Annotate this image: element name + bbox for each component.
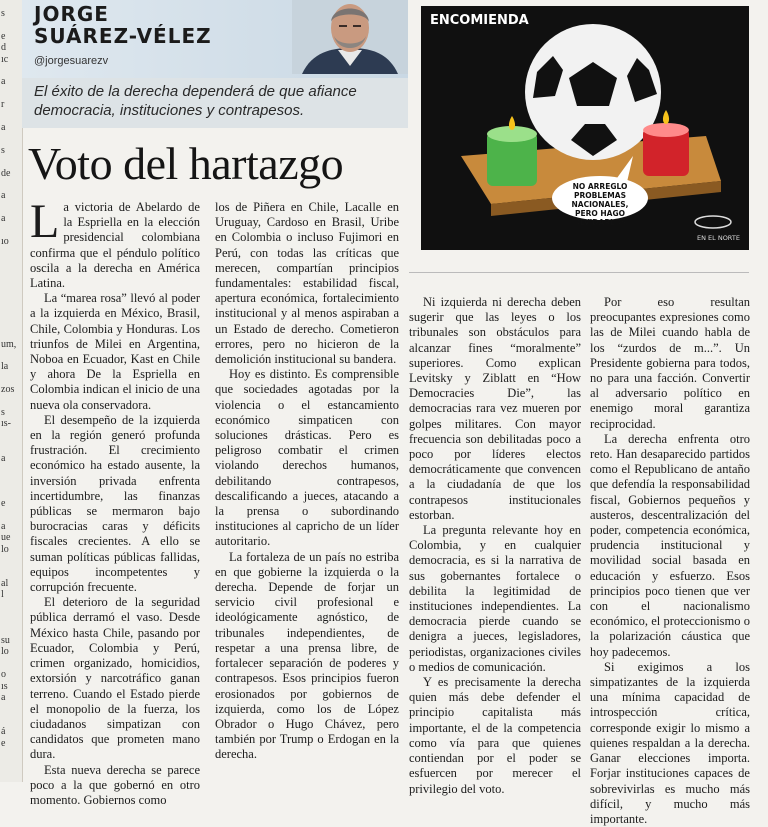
gutter-text-fragment: r (1, 99, 5, 111)
section-divider (409, 272, 749, 273)
article-column-3 (409, 295, 581, 797)
article-paragraph: La pregunta relevante hoy en Colombia, y en cualquier democracia, es si la narrativa de sus gobernantes fortalece o debilita la legitimidad de instituciones independientes. La democracia pierde cuando se denigra a jueces, legisladores, periodistas, organizaciones civiles o medios de comunicación. (409, 523, 581, 674)
gutter-text-fragment: a (1, 122, 6, 133)
gutter-text-fragment: a (1, 76, 6, 88)
article-paragraph: El desempeño de la izquierda en la región generó profunda frustración. El crecimiento económico ha estado ausente, la inversión privada enfrenta incertidumbre, las finanzas públicas se mermaron bajo burocracias caras y déficits fiscales crecientes. A ello se suman políticas públicas fallidas, equipos incompetentes y corrupción frecuente. (30, 412, 200, 595)
cartoon-speech-bubble: NO ARREGLO PROBLEMAS NACIONALES, PERO HAGO OLVIDARLOS (571, 182, 629, 227)
gutter-text-fragment: á (1, 726, 6, 738)
article-paragraph: Esta nueva derecha se parece poco a la que gobernó en otro momento. Gobiernos como (30, 762, 200, 807)
article-headline: Voto del hartazgo (28, 138, 344, 189)
gutter-text-fragment: s (1, 8, 5, 19)
gutter-text-fragment: e (1, 737, 6, 749)
gutter-text-fragment: e (1, 498, 6, 510)
article-paragraph: Y es precisamente la derecha quien más debe defender el principio capitalista más importante, el de la competencia como vía para que quienes contiendan por el poder se esfuercen por merecer el privilegio del voto. (409, 675, 581, 796)
gutter-text-fragment: o (1, 669, 6, 681)
gutter-text-fragment: lo (1, 543, 9, 555)
article-column-1 (30, 195, 200, 808)
article-paragraph: Hoy es distinto. Es comprensible que sociedades agotadas por la violencia o el estancamiento económico simpaticen con soluciones drásticas. Pero es peligroso combatir el crimen violando derechos humanos, debilitando contrapesos, descalificando a jueces, atacando a la prensa o subordinando instituciones al capricho de un líder autoritario. (215, 367, 399, 549)
article-paragraph: La fortaleza de un país no estriba en que gobierne la izquierda o la derecha. Depende de forjar un servicio civil profesional e ideológicamente agnóstico, de tribunales independientes, de respetar a una prensa libre, de fortalecer separación de poderes y contrapesos. Esos principios fueron erosionados por gobiernos de izquierda, como los de López Obrador o Hugo Chávez, pero también por Trump o Erdogan en la derecha. (215, 549, 399, 762)
adjacent-column-fragment (0, 0, 23, 782)
gutter-text-fragment: ıs- (1, 418, 11, 430)
gutter-text-fragment: a (1, 213, 6, 225)
gutter-text-fragment: de (1, 167, 11, 179)
author-name: JORGE SUÁREZ-VÉLEZ (34, 2, 212, 48)
article-paragraph: La derecha enfrenta otro reto. Han desaparecido partidos como el Republicano de antaño que defendía la responsabilidad fiscal, Gobiernos pequeños y austeros, descentralización del poder, competencia económica, prudencia institucional y movilidad social basada en educación y esfuerzo. Esos principios poco tienen que ver con el nacionalismo económico, el proteccionismo o la polarización cáustica que hoy padecemos. (590, 431, 750, 659)
gutter-text-fragment: a (1, 452, 6, 464)
gutter-text-fragment: s (1, 407, 5, 418)
article-column-4 (590, 295, 750, 827)
gutter-text-fragment: ıs (1, 680, 8, 692)
article-paragraph: Si exigimos a los simpatizantes de la izquierda una mínima capacidad de introspección crítica, corresponde exigir lo mismo a quienes respaldan a la derecha. Ganar elecciones importa. Forjar instituciones capaces de sobrevivirlas es mucho más difícil, y mucho más importante. (590, 659, 750, 826)
gutter-text-fragment: su (1, 635, 10, 646)
author-header (22, 0, 408, 78)
gutter-text-fragment: ue (1, 532, 11, 544)
gutter-text-fragment: s (1, 144, 5, 156)
cartoon-credit: EN EL NORTE (697, 234, 740, 242)
editorial-cartoon (421, 6, 749, 250)
article-column-2 (215, 200, 399, 763)
gutter-text-fragment: a (1, 521, 6, 532)
pull-quote: El éxito de la derecha dependerá de que afiance democracia, instituciones y contrapesos. (22, 78, 408, 128)
gutter-text-fragment: a (1, 190, 6, 202)
gutter-text-fragment: al (1, 578, 9, 589)
gutter-text-fragment: ıc (1, 53, 9, 65)
author-handle: @jorgesuarezv (34, 55, 109, 67)
gutter-text-fragment: um, (1, 338, 17, 350)
article-paragraph: los de Piñera en Chile, Lacalle en Uruguay, Cardoso en Brasil, Uribe en Colombia o incluso Fujimori en Perú, con todas las críticas que merecen, compartían principios fundamentales: estabilidad fiscal, apertura económica, fortalecimiento institucional y al menos aspiraban a un Estado de derecho. Cometieron errores, pero no hicieron de la demolición institucional su bandera. (215, 200, 399, 367)
gutter-text-fragment: la (1, 361, 9, 373)
gutter-text-fragment: a (1, 692, 6, 703)
article-paragraph: Ni izquierda ni derecha deben sugerir que las leyes o los tribunales son obstáculos para alcanzar fines “moralmente” superiores. Como explican Levitsky y Ziblatt en “How Democracies Die”, las democracias rara vez mueren por golpes militares. Con mayor frecuencia son debilitadas poco a poco por líderes electos democráticamente que convencen a la ciudadanía de que los contrapesos institucionales estorban. (409, 295, 581, 522)
gutter-text-fragment: e (1, 30, 6, 42)
article-paragraph: La “marea rosa” llevó al poder a la izquierda en México, Brasil, Chile, Colombia y Honduras. Los triunfos de Milei en Argentina, Noboa en Ecuador, Kast en Chile y ahora De la Espriella en Colombia indican el inicio de una nueva ola conservadora. (30, 291, 200, 412)
gutter-text-fragment: lo (1, 646, 9, 658)
drop-cap: L (30, 195, 60, 248)
author-portrait (292, 0, 408, 74)
article-paragraph: Por eso resultan preocupantes expresiones como las de Milei cuando habla de los “zurdos de m...”. Un Presidente gobierna para todos, no para una facción. Convertir al adversario político en enemigo moral garantiza reciprocidad. (590, 295, 750, 431)
gutter-text-fragment: l (1, 589, 4, 601)
gutter-text-fragment: d (1, 42, 6, 54)
gutter-text-fragment: zos (1, 384, 15, 396)
gutter-text-fragment: ıo (1, 236, 9, 247)
cartoon-title: ENCOMIENDA (430, 13, 529, 28)
article-paragraph: La victoria de Abelardo de la Espriella en la elección presidencial colombiana confirma que el péndulo político oscila a la derecha en América Latina. (30, 195, 200, 291)
article-paragraph: El deterioro de la seguridad pública derramó el vaso. Desde México hasta Chile, pasando por Ecuador, Colombia y Perú, crimen organizado, homicidios, extorsión y narcotráfico ganan terreno. Cuando el Estado pierde el monopolio de la fuerza, los ciudadanos simpatizan con candidatos que prometen mano dura. (30, 595, 200, 762)
